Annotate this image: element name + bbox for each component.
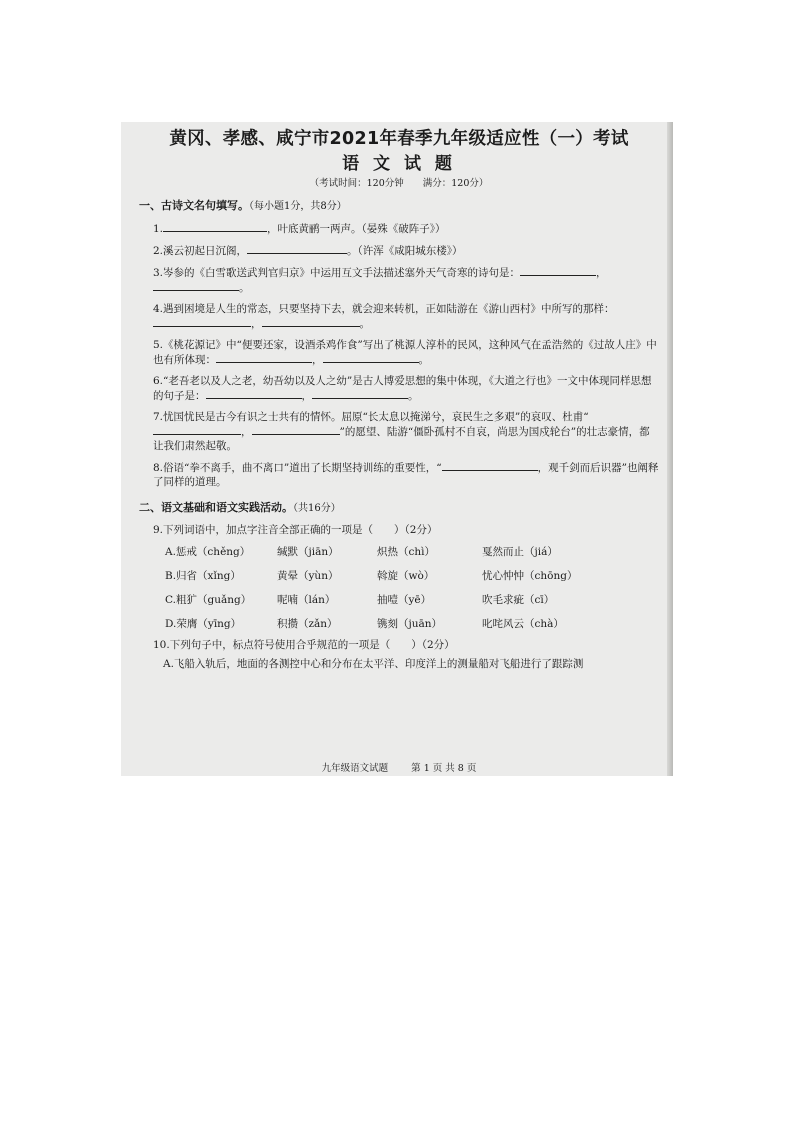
question-1: 1. ，叶底黄鹂一两声。（晏殊《破阵子》） (153, 223, 446, 235)
answer-blank[interactable] (206, 388, 302, 399)
footer-label: 九年级语文试题 (321, 763, 389, 774)
option-c-3: 抽噎（yē） (377, 594, 432, 606)
question-9: 9.下列词语中，加点字注音全部正确的一项是（ ）（2分） (153, 524, 438, 536)
answer-blank[interactable] (252, 424, 340, 435)
question-10-option-a: A.飞船入轨后，地面的各测控中心和分布在太平洋、印度洋上的测量船对飞船进行了跟踪测 (163, 658, 584, 670)
question-3: 3.岑参的《白雪歌送武判官归京》中运用互文手法描述塞外天气奇寒的诗句是： ， 。 (153, 267, 607, 294)
scan-edge-shadow (667, 122, 673, 776)
answer-blank[interactable] (323, 352, 419, 363)
question-5: 5.《桃花源记》中“便要还家，设酒杀鸡作食”写出了桃源人淳朴的民风，这种风气在孟浩然的《过故人庄》中也有所体现： ， 。 (153, 339, 657, 366)
option-a-3: 炽热（chì） (377, 546, 436, 558)
option-b-3: 斡旋（wò） (377, 570, 435, 582)
section-2-heading: 二、语文基础和语文实践活动。（共16分） (139, 501, 341, 514)
answer-blank[interactable] (153, 280, 239, 291)
option-d-2: 积攒（zǎn） (277, 618, 338, 630)
answer-blank[interactable] (153, 424, 241, 435)
exam-subject: 语 文 试 题 (342, 154, 456, 174)
answer-blank[interactable] (163, 221, 267, 232)
question-6: 6.“老吾老以及人之老，幼吾幼以及人之幼”是古人博爱思想的集中体现，《大道之行也》一文中体现同样思想的句子是： ， 。 (153, 375, 652, 402)
answer-blank[interactable] (262, 316, 360, 327)
option-c-4: 吹毛求疵（cī） (482, 594, 555, 606)
question-9-options (139, 545, 659, 631)
page-footer (139, 762, 659, 776)
question-7: 7.忧国忧民是古今有识之士共有的情怀。屈原“长太息以掩涕兮，哀民生之多艰”的哀叹、杜甫“， ”的愿望、陆游“僵卧孤村不自哀，尚思为国戍轮台”的壮志豪情，都让我们肃然起敬。 (153, 411, 650, 452)
question-4: 4.遇到困境是人生的常态，只要坚持下去，就会迎来转机，正如陆游在《游山西村》中所写的那样：， 。 (153, 303, 615, 330)
exam-meta: （考试时间：120分钟 满分：120分） (309, 178, 489, 189)
answer-blank[interactable] (216, 352, 312, 363)
page-number: 第 1 页 共 8 页 (411, 763, 477, 774)
option-b-4: 忧心忡忡（chōng） (482, 570, 578, 582)
answer-blank[interactable] (520, 265, 596, 276)
answer-blank[interactable] (312, 388, 408, 399)
question-2: 2.溪云初起日沉阁， 。（许浑《咸阳城东楼》） (153, 245, 463, 257)
section-1-heading: 一、古诗文名句填写。（每小题1分，共8分） (139, 199, 347, 212)
option-b-2: 黄晕（yùn） (277, 570, 339, 582)
scanned-page (121, 122, 673, 776)
answer-blank[interactable] (247, 243, 347, 254)
answer-blank[interactable] (153, 316, 251, 327)
option-a-2: 缄默（jiān） (277, 546, 339, 558)
option-a-1[interactable]: A.惩戒（chěng） (165, 546, 251, 558)
question-10: 10.下列句子中，标点符号使用合乎规范的一项是（ ）（2分） (153, 639, 455, 651)
option-d-3: 镌刻（juān） (377, 618, 443, 630)
option-a-4: 戛然而止（jiá） (482, 546, 558, 558)
question-8: 8.俗语“拳不离手，曲不离口”道出了长期坚持训练的重要性，“ ，观千剑而后识器”也阐释了同样的道理。 (153, 462, 659, 488)
option-d-4: 叱咤风云（chà） (482, 618, 564, 630)
option-c-1[interactable]: C.粗犷（guǎng） (165, 594, 252, 606)
option-c-2: 呢喃（lán） (277, 594, 336, 606)
exam-title: 黄冈、孝感、咸宁市2021年春季九年级适应性（一）考试 (169, 129, 629, 149)
option-b-1[interactable]: B.归省（xǐng） (165, 570, 241, 582)
answer-blank[interactable] (442, 460, 538, 471)
option-d-1[interactable]: D.荣膺（yīng） (165, 618, 242, 630)
exam-paper (139, 126, 659, 774)
